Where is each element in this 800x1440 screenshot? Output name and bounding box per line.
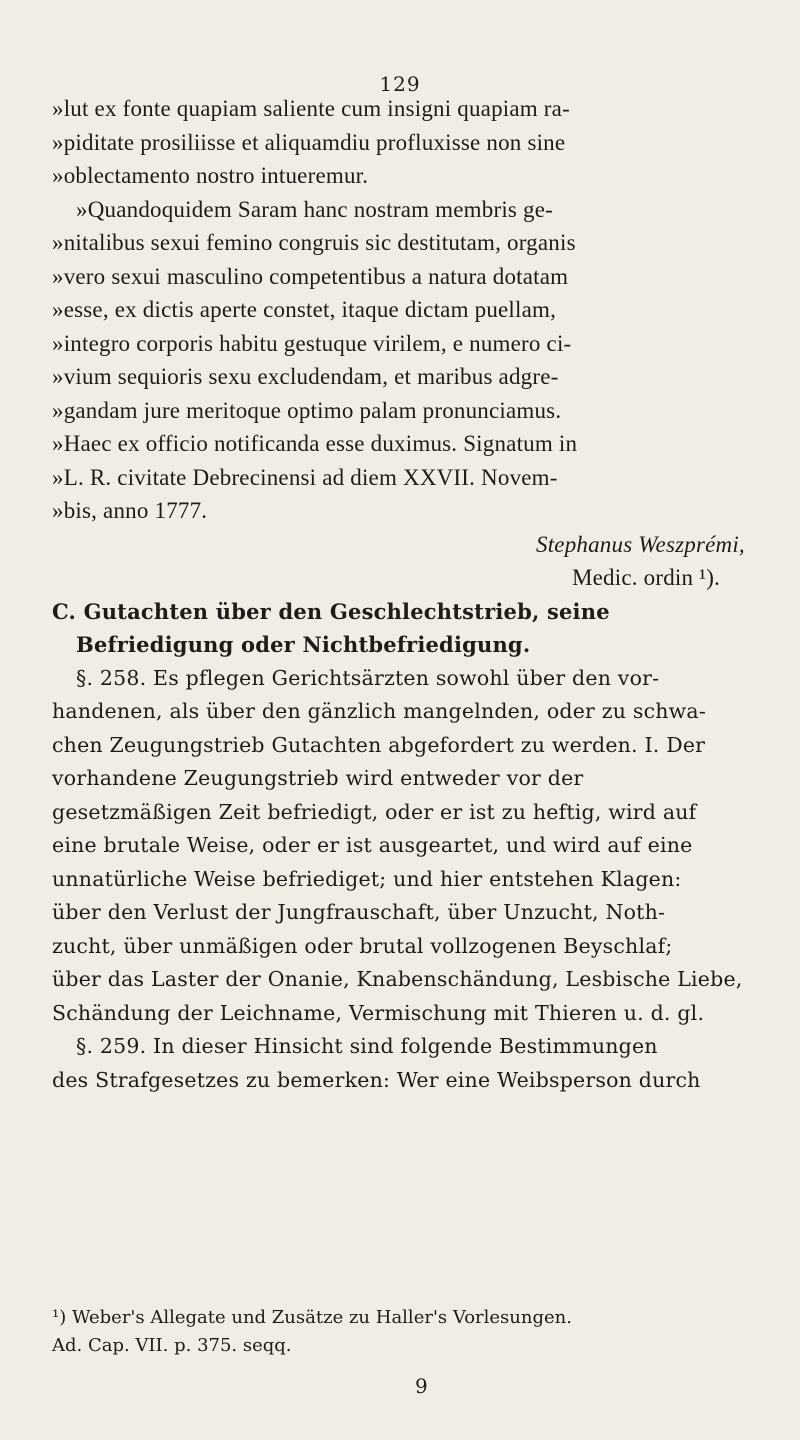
text-line: »vero sexui masculino competentibus a natura dotatam (52, 263, 569, 289)
text-line: §. 258. Es pflegen Gerichtsärzten sowohl über den vor- (76, 665, 660, 690)
text-line: zucht, über unmäßigen oder brutal vollzogenen Beyschlaf; (52, 933, 673, 958)
text-line: eine brutale Weise, oder er ist ausgeartet, und wird auf eine (52, 833, 693, 857)
text-line: vorhandene Zeugungstrieb wird entweder vor der (52, 766, 584, 790)
text-line: »gandam jure meritoque optimo palam pronunciamus. (52, 397, 562, 423)
text-line: Schändung der Leichname, Vermischung mit Thieren u. d. gl. (52, 1000, 705, 1025)
section-heading: C. Gutachten über den Geschlechtstrieb, seine (52, 598, 610, 624)
footnote-line: ¹) Weber's Allegate und Zusätze zu Haller's Vorlesungen. (52, 1307, 572, 1328)
author-title: Medic. ordin ¹). (572, 565, 721, 590)
text-line: »oblectamento nostro intueremur. (52, 163, 369, 188)
footnote (52, 1304, 772, 1360)
text-line: unnatürliche Weise befriediget; und hier entstehen Klagen: (52, 866, 682, 891)
text-line: »nitalibus sexui femino congruis sic destitutam, organis (52, 230, 576, 255)
author-name: Stephanus Weszprémi, (536, 531, 745, 557)
text-line: »Quandoquidem Saram hanc nostram membris ge- (76, 196, 553, 222)
text-line: »esse, ex dictis aperte constet, itaque dictam puellam, (52, 297, 557, 322)
section-heading: Befriedigung oder Nichtbefriedigung. (76, 632, 531, 657)
text-line: über das Laster der Onanie, Knabenschändung, Lesbische Liebe, (52, 967, 743, 991)
page-number: 129 (379, 72, 421, 96)
main-text (52, 92, 762, 1097)
text-line: über den Verlust der Jungfrauschaft, über Unzucht, Noth- (52, 900, 666, 924)
text-line: »piditate prosiliisse et aliquamdiu profluxisse non sine (52, 129, 566, 155)
text-line: »L. R. civitate Debrecinensi ad diem XXVII. Novem- (52, 464, 558, 490)
text-line: »lut ex fonte quapiam saliente cum insigni quapiam ra- (52, 96, 570, 121)
text-line: »Haec ex officio notificanda esse duximus. Signatum in (52, 431, 578, 456)
text-line: handenen, als über den gänzlich mangelnden, oder zu schwa- (52, 699, 706, 723)
text-line: gesetzmäßigen Zeit befriedigt, oder er ist zu heftig, wird auf (52, 799, 697, 824)
text-line: »vium sequioris sexu excludendam, et maribus adgre- (52, 364, 559, 389)
text-line: »integro corporis habitu gestuque virilem, e numero ci- (52, 330, 572, 356)
text-line: §. 259. In dieser Hinsicht sind folgende Bestimmungen (76, 1034, 658, 1058)
text-line: des Strafgesetzes zu bemerken: Wer eine Weibsperson durch (52, 1067, 701, 1092)
signature-mark: 9 (415, 1374, 428, 1398)
footnote-line: Ad. Cap. VII. p. 375. seqq. (52, 1335, 292, 1356)
text-line: »bis, anno 1777. (52, 498, 208, 523)
text-line: chen Zeugungstrieb Gutachten abgefordert zu werden. I. Der (52, 732, 706, 757)
